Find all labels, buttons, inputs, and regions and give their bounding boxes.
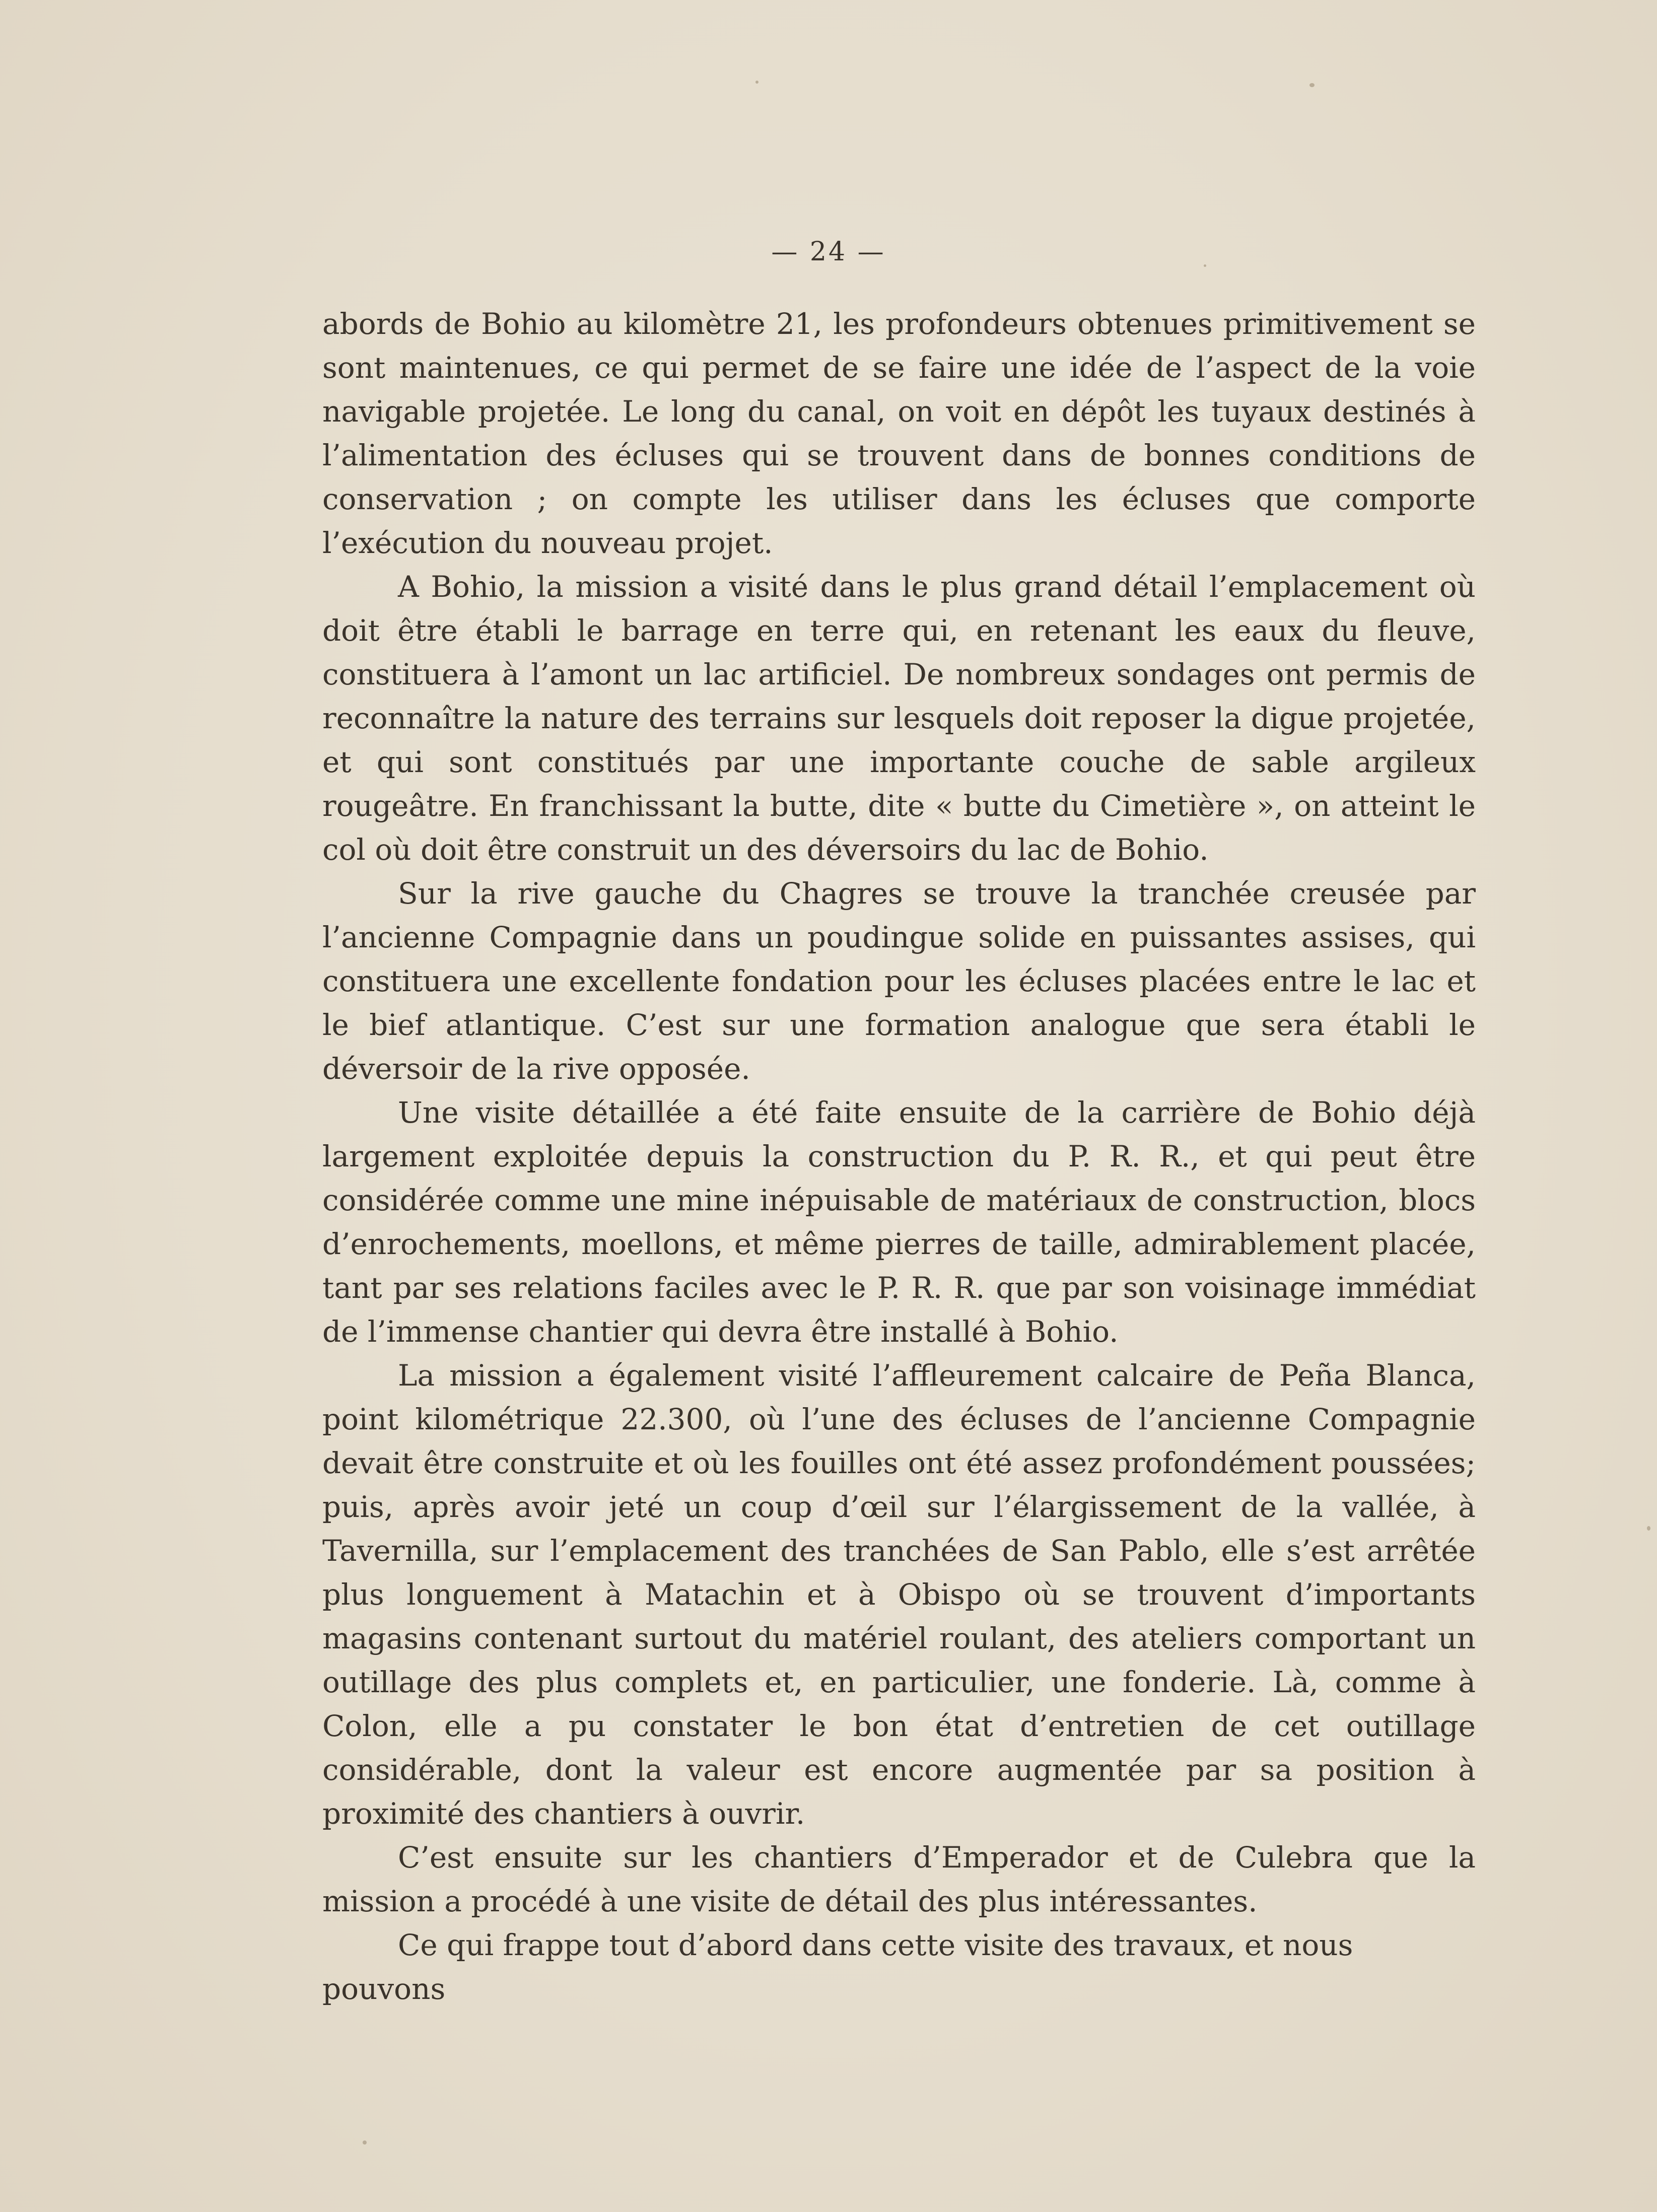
paragraph-6: C’est ensuite sur les chantiers d’Emperador et de Culebra que la mission a procédé à une visite de détail des plus intéressantes. xyxy=(322,1840,1476,1918)
paper-speck xyxy=(755,81,758,84)
paragraph-2: A Bohio, la mission a visité dans le plus grand détail l’emplacement où doit être établi le barrage en terre qui, en retenant les eaux du fleuve, constituera à l’amont un lac artificiel. De nombreux sondages ont permis de reconnaître la nature des terrains sur lesquels doit reposer la digue projetée, et qui sont constitués par une importante couche de sable argileux rougeâtre. En franchissant la butte, dite « butte du Cimetière », on atteint le col où doit être construit un des déversoirs du lac de Bohio. xyxy=(322,570,1476,867)
body-text xyxy=(322,302,1476,2011)
paper-speck xyxy=(1309,83,1315,87)
paragraph-4: Une visite détaillée a été faite ensuite de la carrière de Bohio déjà largement exploitée depuis la construction du P. R. R., et qui peut être considérée comme une mine inépuisable de matériaux de construction, blocs d’enrochements, moellons, et même pierres de taille, admirablement placée, tant par ses relations faciles avec le P. R. R. que par son voisinage immédiat de l’immense chantier qui devra être installé à Bohio. xyxy=(322,1095,1476,1349)
paragraph-3: Sur la rive gauche du Chagres se trouve la tranchée creusée par l’ancienne Compagnie dans un poudingue solide en puissantes assises, qui constituera une excellente fondation pour les écluses placées entre le lac et le bief atlantique. C’est sur une formation analogue que sera établi le déversoir de la rive opposée. xyxy=(322,876,1476,1086)
paper-speck xyxy=(363,2140,367,2145)
paragraph-7: Ce qui frappe tout d’abord dans cette visite des travaux, et nous pouvons xyxy=(322,1928,1353,2006)
paragraph-1: abords de Bohio au kilomètre 21, les profondeurs obtenues primitivement se sont maintenues, ce qui permet de se faire une idée de l’aspect de la voie navigable projetée. Le long du canal, on voit en dépôt les tuyaux destinés à l’alimentation des écluses qui se trouvent dans de bonnes conditions de conservation ; on compte les utiliser dans les écluses que comporte l’exécution du nouveau projet. xyxy=(322,307,1476,560)
page-number: — 24 — xyxy=(771,237,886,267)
paper-speck xyxy=(1647,1526,1650,1531)
paragraph-5: La mission a également visité l’affleurement calcaire de Peña Blanca, point kilométrique 22.300, où l’une des écluses de l’ancienne Compagnie devait être construite et où les fouilles ont été assez profondément poussées; puis, après avoir jeté un coup d’œil sur l’élargissement de la vallée, à Tavernilla, sur l’emplacement des tranchées de San Pablo, elle s’est arrêtée plus longuement à Matachin et à Obispo où se trouvent d’importants magasins contenant surtout du matériel roulant, des ateliers comportant un outillage des plus complets et, en particulier, une fonderie. Là, comme à Colon, elle a pu constater le bon état d’entretien de cet outillage considérable, dont la valeur est encore augmentée par sa position à proximité des chantiers à ouvrir. xyxy=(322,1358,1476,1831)
